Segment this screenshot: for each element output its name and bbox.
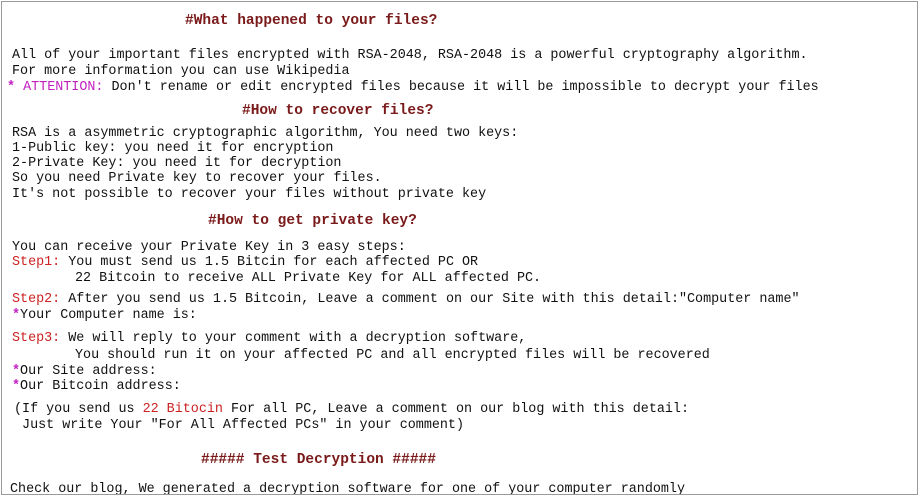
recover-line: 1-Public key: you need it for encryption: [12, 141, 334, 156]
attention-bullet: *: [7, 80, 16, 95]
step2-text: After you send us 1.5 Bitcoin, Leave a comment on our Site with this detail:"Computer name": [68, 292, 800, 307]
all-pc-pre: (If you send us: [14, 402, 143, 417]
what-happened-line-1: All of your important files encrypted with RSA-2048, RSA-2048 is a powerful cryptography algorithm.: [12, 48, 808, 63]
step3-label: Step3:: [12, 331, 61, 346]
all-pc-post: For all PC, Leave a comment on our blog with this detail:: [222, 402, 690, 417]
computer-name-line: [12, 308, 197, 323]
heading-what-happened: #What happened to your files?: [185, 13, 438, 29]
recover-line: So you need Private key to recover your files.: [12, 171, 382, 186]
bitcoin-address-label: Our Bitcoin address:: [20, 379, 181, 394]
all-pc-line: [14, 402, 689, 417]
ransom-note-panel: [1, 1, 918, 495]
what-happened-line-2: For more information you can use Wikipedia: [12, 64, 350, 79]
all-pc-line-2: Just write Your "For All Affected PCs" in your comment): [14, 418, 464, 433]
bitcoin-bullet: *: [12, 379, 21, 394]
computer-name-bullet: *: [12, 308, 21, 323]
recover-line: RSA is a asymmetric cryptographic algorithm, You need two keys:: [12, 126, 519, 141]
computer-name-label: Your Computer name is:: [20, 308, 197, 323]
step2-label: Step2:: [12, 292, 61, 307]
step3-text: We will reply to your comment with a decryption software,: [68, 331, 527, 346]
site-bullet: *: [12, 364, 21, 379]
step3-line: [12, 331, 526, 346]
site-address-label: Our Site address:: [20, 364, 157, 379]
heading-test-decryption: ##### Test Decryption #####: [201, 452, 436, 468]
site-address-line: [12, 364, 157, 379]
steps-intro: You can receive your Private Key in 3 easy steps:: [12, 240, 406, 255]
step1-line: [12, 255, 478, 270]
step2-line: [12, 292, 800, 307]
recover-line: It's not possible to recover your files without private key: [12, 187, 487, 202]
step1-line-2: 22 Bitcoin to receive ALL Private Key for ALL affected PC.: [75, 271, 542, 286]
bitcoin-address-line: [12, 379, 181, 394]
attention-line: [7, 80, 819, 95]
recover-line: 2-Private Key: you need it for decryption: [12, 156, 342, 171]
attention-text: Don't rename or edit encrypted files because it will be impossible to decrypt your files: [111, 80, 819, 95]
attention-label: ATTENTION:: [23, 80, 104, 95]
all-pc-amount: 22 Bitocin: [142, 402, 223, 417]
heading-how-get-key: #How to get private key?: [208, 213, 417, 229]
step1-label: Step1:: [12, 255, 61, 270]
step3-line-2: You should run it on your affected PC and all encrypted files will be recovered: [75, 348, 710, 363]
heading-how-recover: #How to recover files?: [242, 103, 434, 119]
step1-text: You must send us 1.5 Bitcin for each affected PC OR: [68, 255, 479, 270]
test-decryption-line: Check our blog, We generated a decryption software for one of your computer randomly: [10, 482, 685, 495]
